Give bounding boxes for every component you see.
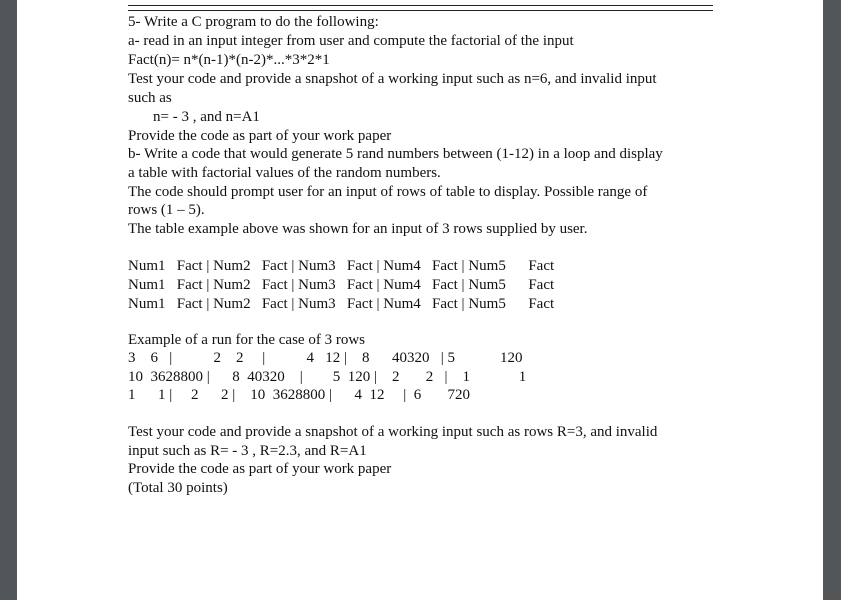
- part-a-test-inputs: n= - 3 , and n=A1: [153, 109, 260, 125]
- example-title: Example of a run for the case of 3 rows: [128, 332, 365, 348]
- part-b-instruction-4: rows (1 – 5).: [128, 202, 205, 218]
- example-row-2: 10 3628800 | 8 40320 | 5 120 | 2 2 | 1 1: [128, 369, 527, 385]
- part-a-instruction: a- read in an input integer from user and compute the factorial of the input: [128, 33, 574, 49]
- part-a-test-line-1: Test your code and provide a snapshot of a working input such as n=6, and invalid input: [128, 71, 657, 87]
- part-b-instruction-3: The code should prompt user for an input of rows of table to display. Possible range of: [128, 184, 648, 200]
- footer-test-line-2: input such as R= - 3 , R=2.3, and R=A1: [128, 443, 367, 459]
- part-a-provide-code: Provide the code as part of your work paper: [128, 128, 392, 144]
- question-header: 5- Write a C program to do the following:: [128, 14, 379, 30]
- part-b-instruction-2: a table with factorial values of the random numbers.: [128, 165, 441, 181]
- part-a-test-line-2: such as: [128, 90, 172, 106]
- example-row-1: 3 6 | 2 2 | 4 12 | 8 40320 | 5 120: [128, 350, 523, 366]
- example-row-3: 1 1 | 2 2 | 10 3628800 | 4 12 | 6 720: [128, 387, 471, 403]
- table-header-row-3: Num1 Fact | Num2 Fact | Num3 Fact | Num4 Fact | Num5 Fact: [128, 296, 555, 312]
- total-points: (Total 30 points): [128, 480, 228, 496]
- table-header-row-2: Num1 Fact | Num2 Fact | Num3 Fact | Num4 Fact | Num5 Fact: [128, 277, 555, 293]
- document-page: [17, 0, 823, 600]
- part-b-instruction-5: The table example above was shown for an input of 3 rows supplied by user.: [128, 221, 588, 237]
- table-header-row-1: Num1 Fact | Num2 Fact | Num3 Fact | Num4 Fact | Num5 Fact: [128, 258, 555, 274]
- factorial-formula: Fact(n)= n*(n-1)*(n-2)*...*3*2*1: [128, 52, 330, 68]
- footer-test-line-1: Test your code and provide a snapshot of a working input such as rows R=3, and invalid: [128, 424, 658, 440]
- footer-provide-code: Provide the code as part of your work paper: [128, 461, 392, 477]
- part-b-instruction-1: b- Write a code that would generate 5 rand numbers between (1-12) in a loop and display: [128, 146, 663, 162]
- double-rule-divider: [128, 5, 713, 11]
